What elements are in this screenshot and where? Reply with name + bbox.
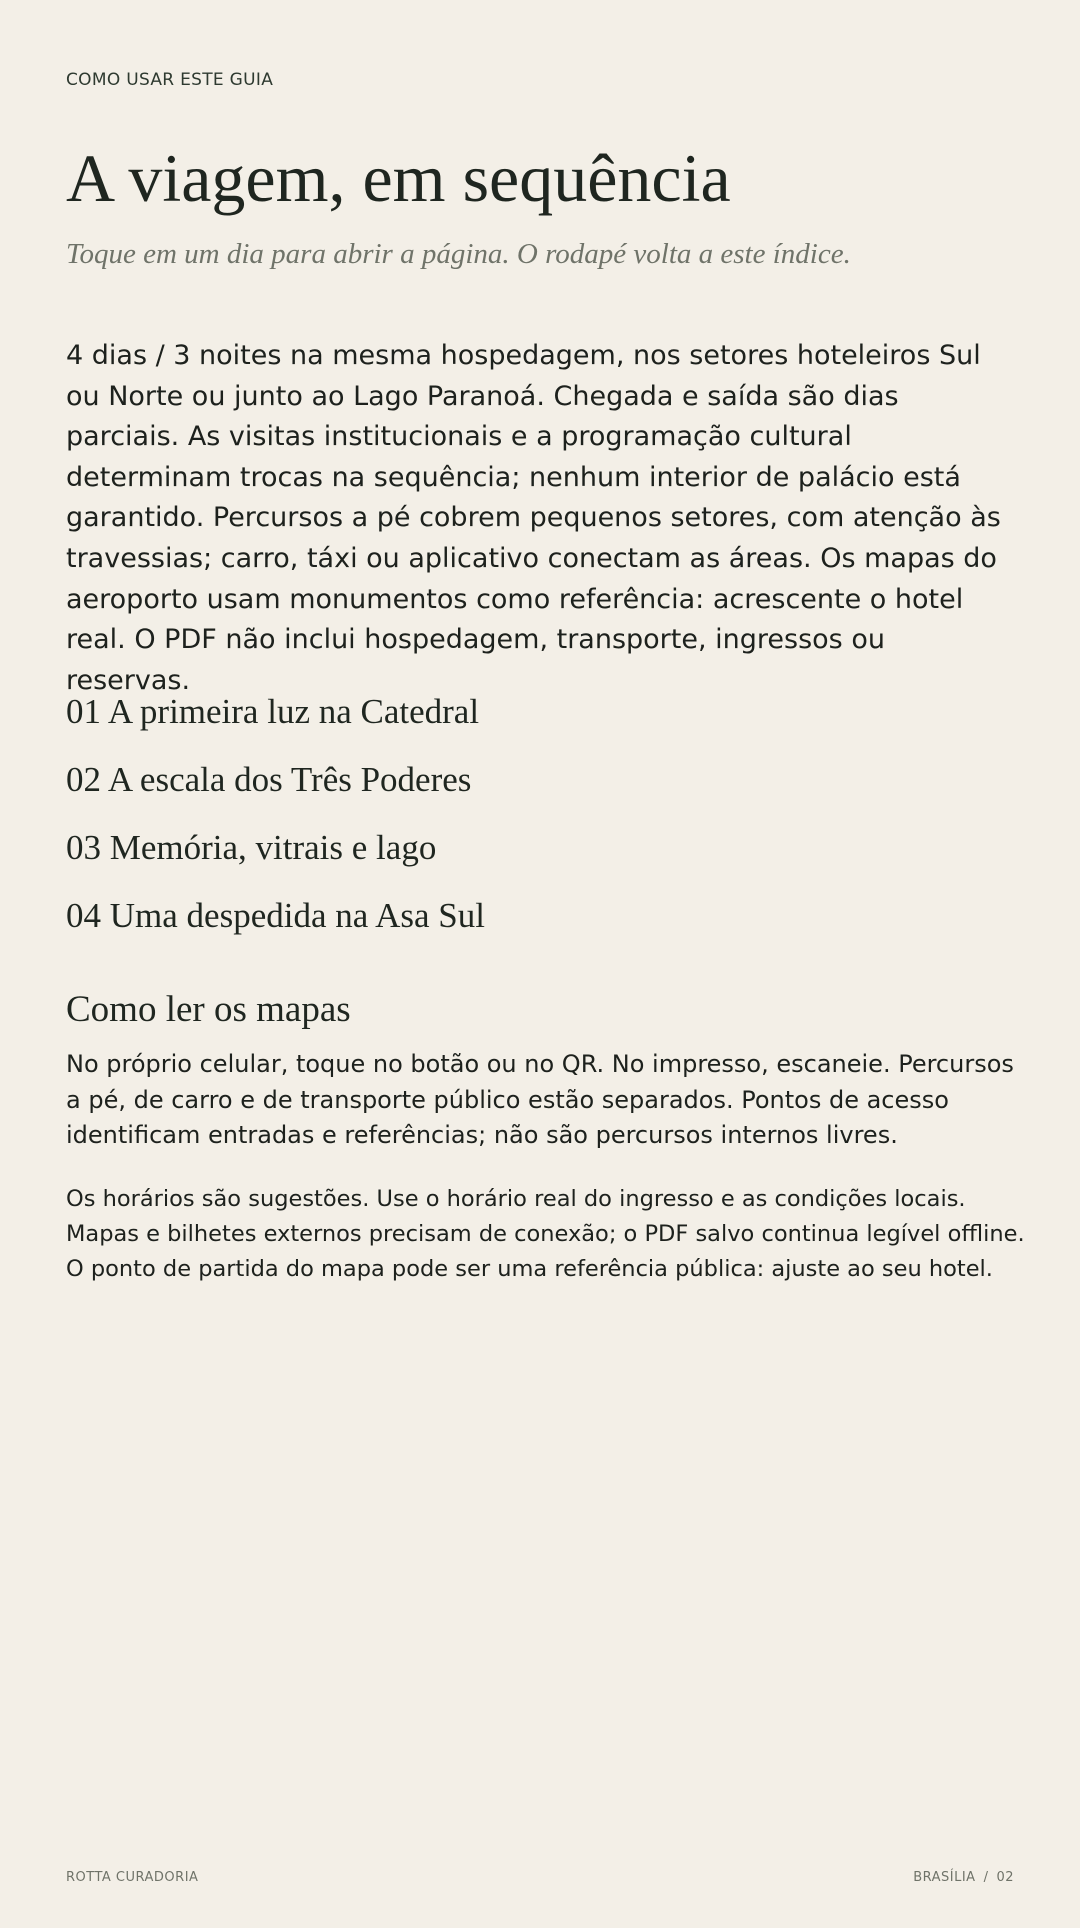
maps-paragraph-1: No próprio celular, toque no botão ou no QR. No impresso, escaneie. Percursos a pé, de carro e de transporte público estão separados. Pontos de acesso identificam entradas e referências; não são percursos internos livres. — [66, 1050, 1014, 1149]
eyebrow-label: COMO USAR ESTE GUIA — [66, 70, 274, 90]
page-subtitle: Toque em um dia para abrir a página. O rodapé volta a este índice. — [66, 238, 851, 270]
day-link-02[interactable]: 02 A escala dos Três Poderes — [66, 760, 472, 799]
footer-separator: / — [983, 1870, 989, 1885]
guide-page — [66, 0, 1025, 1928]
day-link-01[interactable]: 01 A primeira luz na Catedral — [66, 692, 480, 731]
footer-page-marker[interactable] — [913, 1870, 1014, 1885]
intro-paragraph: 4 dias / 3 noites na mesma hospedagem, nos setores hoteleiros Sul ou Norte ou junto ao Lago Paranoá. Chegada e saída são dias parciais. As visitas institucionais e a programação cultural determinam trocas na sequência; nenhum interior de palácio está garantido. Percursos a pé cobrem pequenos setores, com atenção às travessias; carro, táxi ou aplicativo conectam as áreas. Os mapas do aeroporto usam monumentos como referência: acrescente o hotel real. O PDF não inclui hospedagem, transporte, ingressos ou reservas. — [66, 340, 1001, 696]
footer-city: BRASÍLIA — [913, 1870, 976, 1885]
maps-paragraph-2: Os horários são sugestões. Use o horário real do ingresso e as condições locais. Mapas e bilhetes externos precisam de conexão; o PDF salvo continua legível offline. O ponto de partida do mapa pode ser uma referência pública: ajuste ao seu hotel. — [66, 1186, 1025, 1282]
footer-brand[interactable]: ROTTA CURADORIA — [66, 1870, 199, 1885]
page-title: A viagem, em sequência — [66, 140, 731, 216]
footer-page-number: 02 — [996, 1870, 1014, 1885]
day-link-04[interactable]: 04 Uma despedida na Asa Sul — [66, 896, 485, 935]
day-index — [66, 690, 485, 962]
maps-section-heading: Como ler os mapas — [66, 989, 351, 1030]
day-link-03[interactable]: 03 Memória, vitrais e lago — [66, 828, 437, 867]
